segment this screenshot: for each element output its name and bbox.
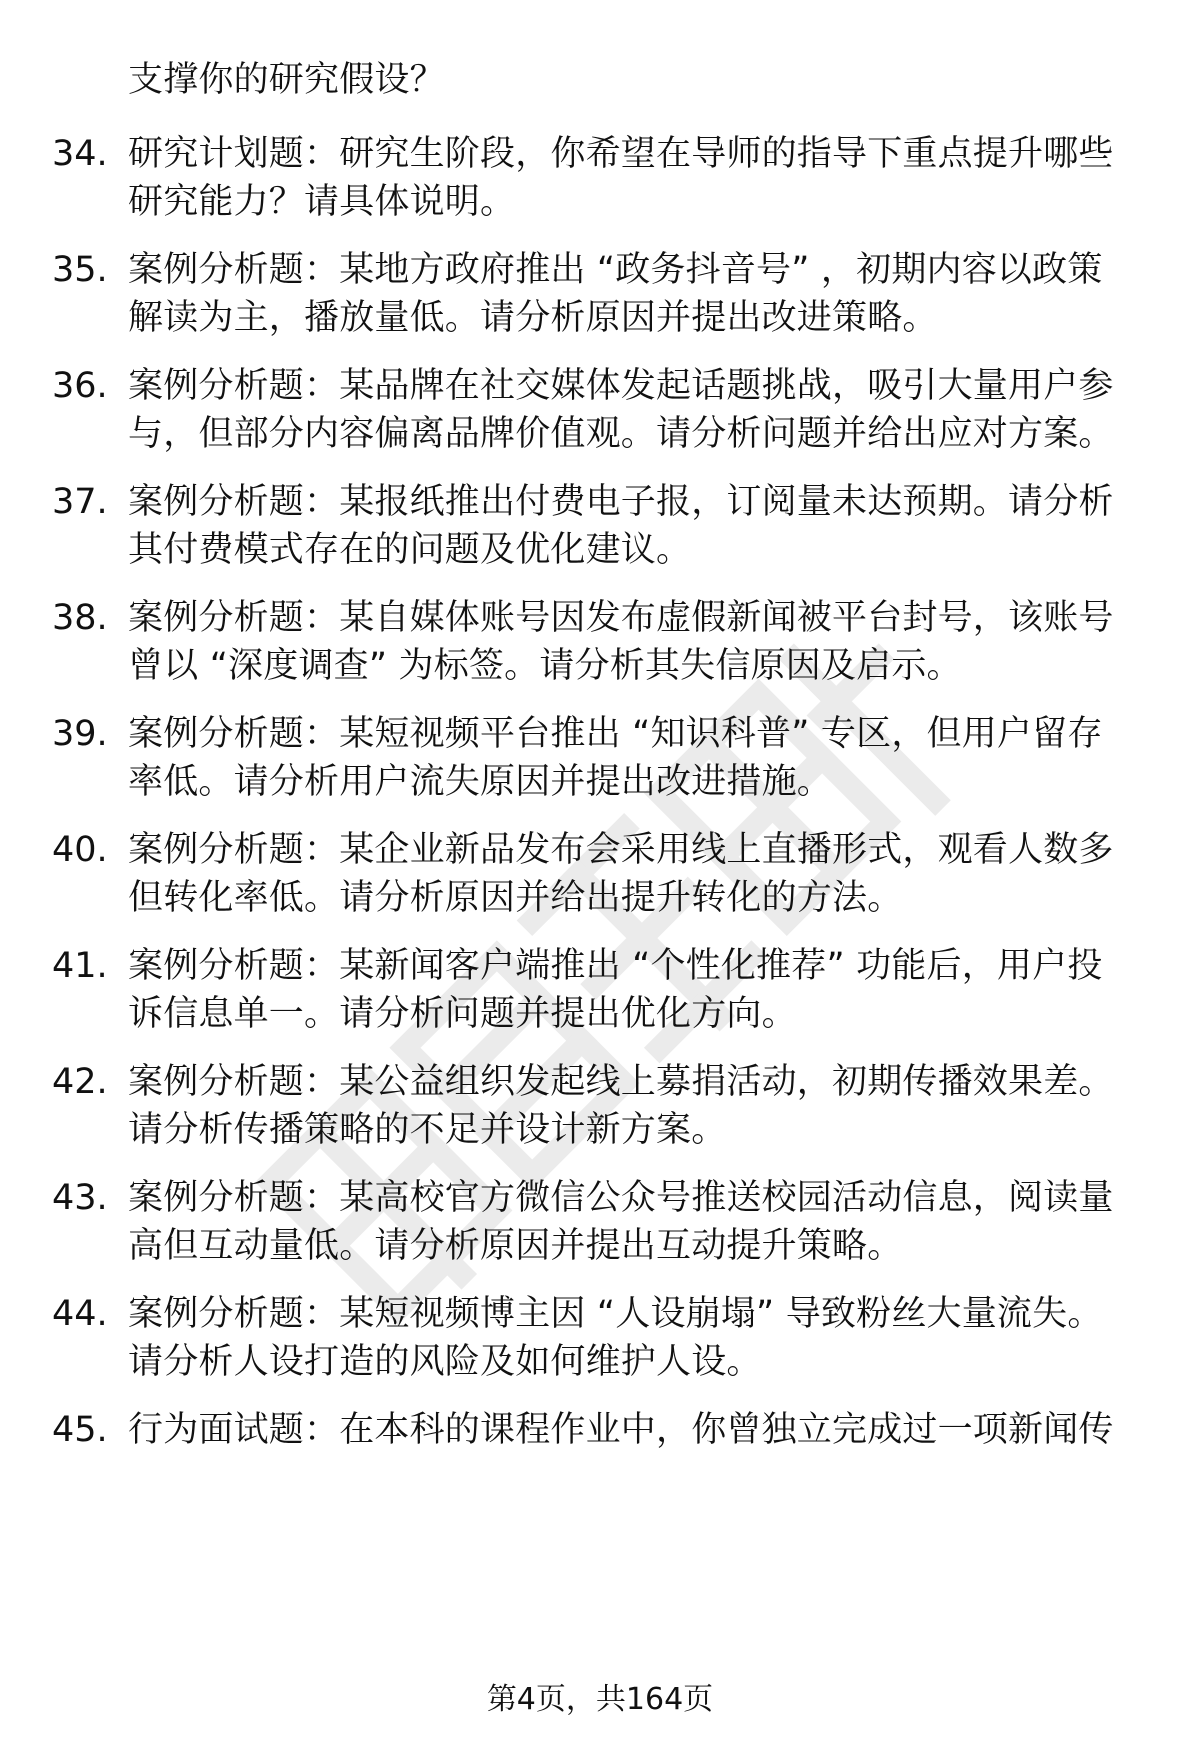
question-line: 研究计划题：研究生阶段，你希望在导师的指导下重点提升哪些	[128, 134, 1114, 174]
question-number: 40.	[52, 830, 108, 870]
question-line: 案例分析题：某品牌在社交媒体发起话题挑战，吸引大量用户参	[128, 366, 1114, 406]
question-number: 38.	[52, 598, 108, 638]
question-line: 解读为主，播放量低。请分析原因并提出改进策略。	[128, 298, 938, 338]
question-number: 41.	[52, 946, 108, 986]
question-line: 案例分析题：某自媒体账号因发布虚假新闻被平台封号，该账号	[128, 598, 1114, 638]
question-line: 案例分析题：某报纸推出付费电子报，订阅量未达预期。请分析	[128, 482, 1114, 522]
question-number: 43.	[52, 1178, 108, 1218]
question-number: 37.	[52, 482, 108, 522]
question-line: 案例分析题：某地方政府推出 “政务抖音号” ，初期内容以政策	[128, 250, 1103, 290]
question-line: 请分析人设打造的风险及如何维护人设。	[128, 1342, 762, 1382]
question-line: 其付费模式存在的问题及优化建议。	[128, 530, 692, 570]
question-line: 研究能力？请具体说明。	[128, 182, 516, 222]
question-line: 案例分析题：某公益组织发起线上募捐活动，初期传播效果差。	[128, 1062, 1114, 1102]
question-line: 行为面试题：在本科的课程作业中，你曾独立完成过一项新闻传	[128, 1410, 1114, 1450]
question-line: 案例分析题：某高校官方微信公众号推送校园活动信息，阅读量	[128, 1178, 1114, 1218]
question-number: 42.	[52, 1062, 108, 1102]
question-line: 诉信息单一。请分析问题并提出优化方向。	[128, 994, 797, 1034]
question-line: 案例分析题：某短视频平台推出 “知识科普” 专区，但用户留存	[128, 714, 1103, 754]
question-number: 34.	[52, 134, 108, 174]
question-number: 35.	[52, 250, 108, 290]
question-number: 44.	[52, 1294, 108, 1334]
continuation-line: 支撑你的研究假设？	[128, 60, 445, 100]
question-line: 与，但部分内容偏离品牌价值观。请分析问题并给出应对方案。	[128, 414, 1114, 454]
question-line: 请分析传播策略的不足并设计新方案。	[128, 1110, 727, 1150]
question-line: 高但互动量低。请分析原因并提出互动提升策略。	[128, 1226, 903, 1266]
question-number: 36.	[52, 366, 108, 406]
question-line: 曾以 “深度调查” 为标签。请分析其失信原因及启示。	[128, 646, 962, 686]
question-number: 39.	[52, 714, 108, 754]
question-line: 案例分析题：某企业新品发布会采用线上直播形式，观看人数多	[128, 830, 1114, 870]
question-line: 但转化率低。请分析原因并给出提升转化的方法。	[128, 878, 903, 918]
question-line: 案例分析题：某新闻客户端推出 “个性化推荐” 功能后，用户投	[128, 946, 1103, 986]
question-line: 率低。请分析用户流失原因并提出改进措施。	[128, 762, 833, 802]
question-line: 案例分析题：某短视频博主因 “人设崩塌” 导致粉丝大量流失。	[128, 1294, 1103, 1334]
question-number: 45.	[52, 1410, 108, 1450]
page-footer: 第4页，共164页	[486, 1682, 714, 1717]
